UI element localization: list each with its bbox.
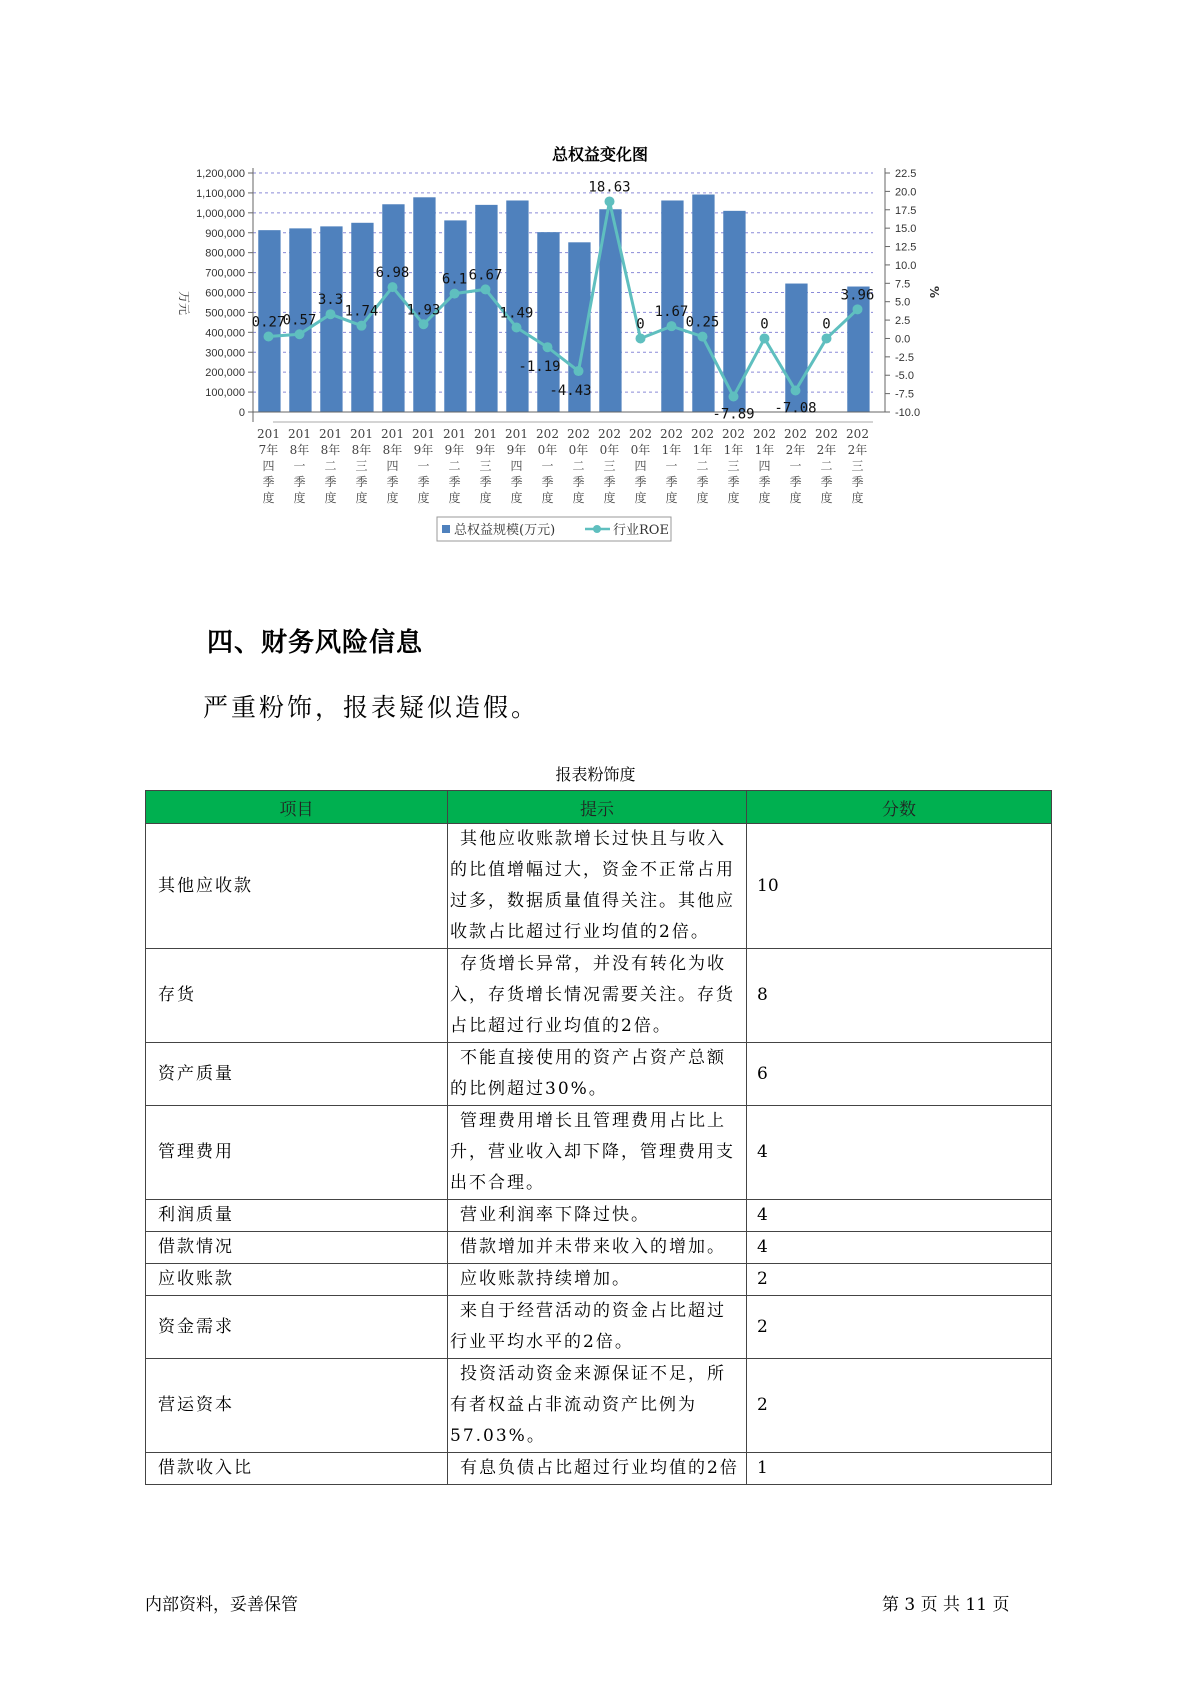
x-tick-label: 一 bbox=[665, 459, 678, 473]
x-tick-label: 2年 bbox=[847, 443, 868, 457]
x-tick-label: 0年 bbox=[630, 443, 651, 457]
x-tick-label: 一 bbox=[417, 459, 430, 473]
x-tick-label: 一 bbox=[293, 459, 306, 473]
y-left-tick-label: 200,000 bbox=[205, 367, 245, 380]
roe-data-label: 0.25 bbox=[685, 314, 720, 331]
row-hint bbox=[448, 1106, 747, 1200]
x-tick-label: 202 bbox=[753, 427, 776, 441]
x-tick-label: 三 bbox=[603, 459, 616, 473]
equity-chart bbox=[150, 135, 1050, 595]
row-hint bbox=[448, 1043, 747, 1106]
roe-point bbox=[357, 321, 367, 331]
x-tick-label: 度 bbox=[262, 491, 275, 505]
row-score: 1 bbox=[747, 1453, 1052, 1485]
hint-line: 的比值增幅过大，资金不正常占用 bbox=[450, 860, 735, 880]
y-left-tick-label: 800,000 bbox=[205, 247, 245, 260]
row-hint bbox=[448, 1359, 747, 1453]
roe-data-label: 6.98 bbox=[375, 265, 410, 282]
x-tick-label: 度 bbox=[510, 491, 523, 505]
table-row bbox=[146, 949, 1052, 1043]
table-caption: 报表粉饰度 bbox=[555, 765, 636, 784]
row-item: 营运资本 bbox=[146, 1359, 448, 1453]
roe-data-label: -1.19 bbox=[518, 359, 561, 376]
x-tick-label: 度 bbox=[634, 491, 647, 505]
row-hint bbox=[448, 1200, 747, 1232]
x-tick-label: 二 bbox=[696, 459, 709, 473]
bar bbox=[475, 205, 497, 412]
x-tick-label: 9年 bbox=[475, 443, 496, 457]
x-tick-label: 1年 bbox=[754, 443, 775, 457]
hint-line: 过多，数据质量值得关注。其他应 bbox=[450, 891, 735, 911]
y-left-tick-label: 0 bbox=[238, 407, 245, 419]
hint-line: 出不合理。 bbox=[450, 1173, 545, 1193]
table-row bbox=[146, 1200, 1052, 1232]
table-row bbox=[146, 1106, 1052, 1200]
x-tick-label: 季 bbox=[293, 475, 306, 489]
y-left-tick-label: 1,100,000 bbox=[196, 187, 245, 200]
x-tick-label: 度 bbox=[417, 491, 430, 505]
hint-line: 营业利润率下降过快。 bbox=[460, 1205, 650, 1225]
x-tick-label: 季 bbox=[510, 475, 523, 489]
y-right-tick-label: 7.5 bbox=[895, 278, 911, 291]
legend-line-label: 行业ROE bbox=[613, 523, 669, 538]
row-item: 存货 bbox=[146, 949, 448, 1043]
hint-line: 有息负债占比超过行业均值的2倍 bbox=[460, 1458, 739, 1478]
x-tick-label: 季 bbox=[417, 475, 430, 489]
y-right-tick-label: 10.0 bbox=[895, 259, 917, 272]
x-tick-label: 二 bbox=[324, 459, 337, 473]
x-tick-label: 度 bbox=[541, 491, 554, 505]
roe-point bbox=[326, 309, 336, 319]
x-tick-label: 201 bbox=[474, 427, 497, 441]
y-right-tick-label: 20.0 bbox=[895, 186, 917, 199]
x-tick-label: 度 bbox=[324, 491, 337, 505]
roe-point bbox=[264, 331, 274, 341]
x-tick-label: 二 bbox=[820, 459, 833, 473]
x-tick-label: 202 bbox=[722, 427, 745, 441]
roe-point bbox=[574, 366, 584, 376]
table-body bbox=[146, 824, 1052, 1485]
x-tick-label: 四 bbox=[510, 459, 523, 473]
y-right-tick-label: 0.0 bbox=[895, 333, 911, 346]
roe-point bbox=[543, 342, 553, 352]
table-row bbox=[146, 824, 1052, 949]
y-right-axis-label: % bbox=[927, 285, 941, 299]
row-score: 2 bbox=[747, 1264, 1052, 1296]
roe-data-label: 1.49 bbox=[499, 305, 534, 322]
y-left-tick-label: 600,000 bbox=[205, 287, 245, 300]
chart-title: 总权益变化图 bbox=[551, 145, 649, 164]
x-tick-label: 季 bbox=[386, 475, 399, 489]
x-tick-label: 201 bbox=[257, 427, 280, 441]
roe-data-label: 1.67 bbox=[654, 304, 689, 321]
y-left-tick-label: 1,000,000 bbox=[196, 207, 245, 220]
x-tick-label: 2年 bbox=[785, 443, 806, 457]
x-tick-label: 四 bbox=[262, 459, 275, 473]
x-tick-label: 季 bbox=[851, 475, 864, 489]
hint-line: 应收账款持续增加。 bbox=[460, 1269, 631, 1289]
row-hint bbox=[448, 824, 747, 949]
row-item: 资产质量 bbox=[146, 1043, 448, 1106]
header-hint: 提示 bbox=[448, 791, 747, 824]
roe-data-label: 0 bbox=[760, 316, 769, 333]
roe-point bbox=[853, 304, 863, 314]
x-tick-label: 度 bbox=[355, 491, 368, 505]
table-row bbox=[146, 1264, 1052, 1296]
y-right-tick-label: -7.5 bbox=[895, 388, 914, 401]
x-tick-label: 度 bbox=[479, 491, 492, 505]
x-tick-label: 7年 bbox=[258, 443, 279, 457]
hint-line: 收款占比超过行业均值的2倍。 bbox=[450, 922, 710, 942]
x-tick-label: 季 bbox=[634, 475, 647, 489]
x-tick-label: 季 bbox=[665, 475, 678, 489]
row-hint bbox=[448, 1264, 747, 1296]
table-row bbox=[146, 1296, 1052, 1359]
table-row bbox=[146, 1453, 1052, 1485]
legend-line-marker bbox=[593, 525, 601, 533]
y-right-tick-label: 12.5 bbox=[895, 241, 917, 254]
x-tick-label: 度 bbox=[696, 491, 709, 505]
section-title: 四、财务风险信息 bbox=[207, 628, 424, 658]
hint-line: 入，存货增长情况需要关注。存货 bbox=[450, 985, 735, 1005]
roe-data-label: 1.74 bbox=[344, 303, 379, 320]
x-tick-label: 202 bbox=[691, 427, 714, 441]
x-tick-label: 季 bbox=[603, 475, 616, 489]
x-tick-label: 度 bbox=[603, 491, 616, 505]
roe-point bbox=[450, 289, 460, 299]
y-right-tick-label: 15.0 bbox=[895, 223, 917, 236]
y-left-tick-label: 700,000 bbox=[205, 267, 245, 280]
row-item: 借款情况 bbox=[146, 1232, 448, 1264]
row-hint bbox=[448, 1453, 747, 1485]
hint-line: 不能直接使用的资产占资产总额 bbox=[460, 1048, 726, 1068]
x-tick-label: 二 bbox=[572, 459, 585, 473]
hint-line: 投资活动资金来源保证不足，所 bbox=[460, 1364, 726, 1384]
y-left-tick-label: 500,000 bbox=[205, 307, 245, 320]
row-score: 4 bbox=[747, 1106, 1052, 1200]
risk-table bbox=[145, 790, 1052, 1485]
x-tick-label: 2年 bbox=[816, 443, 837, 457]
x-tick-label: 三 bbox=[727, 459, 740, 473]
x-tick-label: 四 bbox=[386, 459, 399, 473]
x-tick-label: 一 bbox=[541, 459, 554, 473]
footer-page-number: 第 3 页 共 11 页 bbox=[882, 1595, 1010, 1615]
y-left-tick-label: 400,000 bbox=[205, 327, 245, 340]
roe-data-label: 3.96 bbox=[840, 287, 875, 304]
roe-data-label: -7.08 bbox=[774, 400, 817, 417]
row-hint bbox=[448, 1296, 747, 1359]
roe-point bbox=[295, 329, 305, 339]
row-hint bbox=[448, 949, 747, 1043]
x-tick-label: 度 bbox=[758, 491, 771, 505]
x-tick-label: 201 bbox=[319, 427, 342, 441]
hint-line: 的比例超过30%。 bbox=[450, 1079, 608, 1099]
y-right-tick-label: 22.5 bbox=[895, 168, 917, 180]
x-tick-label: 8年 bbox=[320, 443, 341, 457]
row-item: 资金需求 bbox=[146, 1296, 448, 1359]
x-tick-label: 202 bbox=[629, 427, 652, 441]
x-tick-label: 201 bbox=[381, 427, 404, 441]
row-score: 4 bbox=[747, 1200, 1052, 1232]
x-tick-label: 8年 bbox=[351, 443, 372, 457]
x-tick-label: 1年 bbox=[723, 443, 744, 457]
hint-line: 有者权益占非流动资产比例为 bbox=[450, 1395, 697, 1415]
x-tick-label: 1年 bbox=[692, 443, 713, 457]
x-tick-label: 度 bbox=[572, 491, 585, 505]
x-tick-label: 202 bbox=[536, 427, 559, 441]
x-tick-label: 度 bbox=[386, 491, 399, 505]
table-header-row bbox=[146, 791, 1052, 824]
roe-point bbox=[760, 333, 770, 343]
x-tick-label: 202 bbox=[846, 427, 869, 441]
roe-point bbox=[419, 319, 429, 329]
y-left-tick-label: 300,000 bbox=[205, 347, 245, 360]
x-tick-label: 季 bbox=[479, 475, 492, 489]
x-tick-label: 201 bbox=[505, 427, 528, 441]
hint-line: 存货增长异常，并没有转化为收 bbox=[460, 954, 726, 974]
x-tick-label: 0年 bbox=[568, 443, 589, 457]
row-item: 其他应收款 bbox=[146, 824, 448, 949]
x-tick-label: 度 bbox=[851, 491, 864, 505]
hint-line: 行业平均水平的2倍。 bbox=[450, 1332, 634, 1352]
x-tick-label: 202 bbox=[815, 427, 838, 441]
x-tick-label: 一 bbox=[789, 459, 802, 473]
legend-bar-label: 总权益规模(万元) bbox=[454, 523, 556, 538]
x-tick-label: 季 bbox=[541, 475, 554, 489]
roe-point bbox=[512, 323, 522, 333]
row-score: 2 bbox=[747, 1296, 1052, 1359]
x-tick-label: 四 bbox=[758, 459, 771, 473]
bar bbox=[692, 195, 714, 412]
bar bbox=[382, 204, 404, 412]
x-tick-label: 季 bbox=[758, 475, 771, 489]
x-tick-label: 202 bbox=[567, 427, 590, 441]
x-tick-label: 季 bbox=[789, 475, 802, 489]
x-tick-label: 201 bbox=[288, 427, 311, 441]
roe-point bbox=[698, 332, 708, 342]
roe-point bbox=[729, 391, 739, 401]
x-tick-label: 季 bbox=[820, 475, 833, 489]
hint-line: 来自于经营活动的资金占比超过 bbox=[460, 1301, 726, 1321]
row-item: 应收账款 bbox=[146, 1264, 448, 1296]
x-tick-label: 201 bbox=[412, 427, 435, 441]
x-tick-label: 度 bbox=[820, 491, 833, 505]
x-tick-label: 三 bbox=[479, 459, 492, 473]
x-tick-label: 202 bbox=[598, 427, 621, 441]
row-score: 2 bbox=[747, 1359, 1052, 1453]
x-tick-label: 度 bbox=[665, 491, 678, 505]
hint-line: 57.03%。 bbox=[450, 1426, 546, 1446]
row-score: 8 bbox=[747, 949, 1052, 1043]
row-hint bbox=[448, 1232, 747, 1264]
bar bbox=[441, 220, 468, 412]
row-item: 管理费用 bbox=[146, 1106, 448, 1200]
roe-data-label: 1.93 bbox=[406, 302, 441, 319]
hint-line: 占比超过行业均值的2倍。 bbox=[450, 1016, 672, 1036]
x-tick-label: 季 bbox=[262, 475, 275, 489]
roe-data-label: 6.1 bbox=[441, 271, 468, 288]
hint-line: 升，营业收入却下降，管理费用支 bbox=[450, 1142, 735, 1162]
legend-bar-swatch bbox=[442, 525, 450, 533]
x-tick-label: 三 bbox=[355, 459, 368, 473]
row-score: 6 bbox=[747, 1043, 1052, 1106]
x-tick-label: 9年 bbox=[444, 443, 465, 457]
x-tick-label: 0年 bbox=[537, 443, 558, 457]
y-left-axis-label: 万元 bbox=[177, 290, 191, 316]
roe-point bbox=[791, 386, 801, 396]
y-right-tick-label: 5.0 bbox=[895, 296, 911, 309]
roe-point bbox=[481, 284, 491, 294]
roe-point bbox=[667, 321, 677, 331]
roe-data-label: 0.57 bbox=[282, 312, 317, 329]
header-item: 项目 bbox=[146, 791, 448, 824]
row-score: 4 bbox=[747, 1232, 1052, 1264]
x-tick-label: 9年 bbox=[506, 443, 527, 457]
y-left-tick-label: 1,200,000 bbox=[196, 168, 245, 180]
x-tick-label: 度 bbox=[727, 491, 740, 505]
x-tick-label: 季 bbox=[572, 475, 585, 489]
x-tick-label: 201 bbox=[443, 427, 466, 441]
roe-data-label: 0.27 bbox=[251, 314, 286, 331]
x-tick-label: 202 bbox=[660, 427, 683, 441]
x-tick-label: 9年 bbox=[413, 443, 434, 457]
x-tick-label: 季 bbox=[727, 475, 740, 489]
y-right-tick-label: -2.5 bbox=[895, 351, 914, 364]
x-tick-label: 8年 bbox=[289, 443, 310, 457]
y-right-tick-label: -5.0 bbox=[895, 370, 914, 383]
row-item: 借款收入比 bbox=[146, 1453, 448, 1485]
x-tick-label: 8年 bbox=[382, 443, 403, 457]
y-left-tick-label: 900,000 bbox=[205, 227, 245, 240]
x-tick-label: 1年 bbox=[661, 443, 682, 457]
x-tick-label: 季 bbox=[324, 475, 337, 489]
roe-point bbox=[822, 333, 832, 343]
hint-line: 借款增加并未带来收入的增加。 bbox=[460, 1237, 726, 1257]
x-tick-label: 二 bbox=[448, 459, 461, 473]
footer-confidential-note: 内部资料，妥善保管 bbox=[145, 1595, 298, 1615]
x-tick-label: 0年 bbox=[599, 443, 620, 457]
y-left-tick-label: 100,000 bbox=[205, 387, 245, 400]
roe-data-label: 0 bbox=[636, 316, 645, 333]
roe-point bbox=[605, 196, 615, 206]
table-row bbox=[146, 1359, 1052, 1453]
roe-data-label: 0 bbox=[822, 316, 831, 333]
x-tick-label: 202 bbox=[784, 427, 807, 441]
roe-data-label: -4.43 bbox=[549, 383, 592, 400]
table-row bbox=[146, 1043, 1052, 1106]
x-axis-ticks bbox=[257, 427, 869, 505]
roe-point bbox=[388, 282, 398, 292]
roe-data-labels bbox=[252, 179, 875, 422]
x-tick-label: 度 bbox=[789, 491, 802, 505]
x-tick-label: 四 bbox=[634, 459, 647, 473]
x-tick-label: 201 bbox=[350, 427, 373, 441]
x-tick-label: 季 bbox=[448, 475, 461, 489]
roe-point bbox=[636, 333, 646, 343]
roe-data-label: 18.63 bbox=[588, 179, 631, 196]
x-tick-label: 度 bbox=[293, 491, 306, 505]
section-body: 严重粉饰，报表疑似造假。 bbox=[203, 693, 540, 722]
x-tick-label: 度 bbox=[448, 491, 461, 505]
x-tick-label: 季 bbox=[696, 475, 709, 489]
header-score: 分数 bbox=[747, 791, 1052, 824]
chart-legend bbox=[437, 517, 671, 541]
y-right-tick-label: -10.0 bbox=[895, 407, 921, 419]
table-row bbox=[146, 1232, 1052, 1264]
x-tick-label: 季 bbox=[355, 475, 368, 489]
y-right-tick-label: 17.5 bbox=[895, 204, 917, 217]
hint-line: 管理费用增长且管理费用占比上 bbox=[460, 1111, 726, 1131]
hint-line: 其他应收账款增长过快且与收入 bbox=[460, 829, 726, 849]
x-tick-label: 三 bbox=[851, 459, 864, 473]
y-right-tick-label: 2.5 bbox=[895, 315, 911, 328]
row-item: 利润质量 bbox=[146, 1200, 448, 1232]
roe-data-label: 3.3 bbox=[317, 292, 344, 309]
roe-data-label: 6.67 bbox=[468, 267, 503, 284]
roe-data-label: -7.89 bbox=[712, 406, 755, 423]
row-score: 10 bbox=[747, 824, 1052, 949]
